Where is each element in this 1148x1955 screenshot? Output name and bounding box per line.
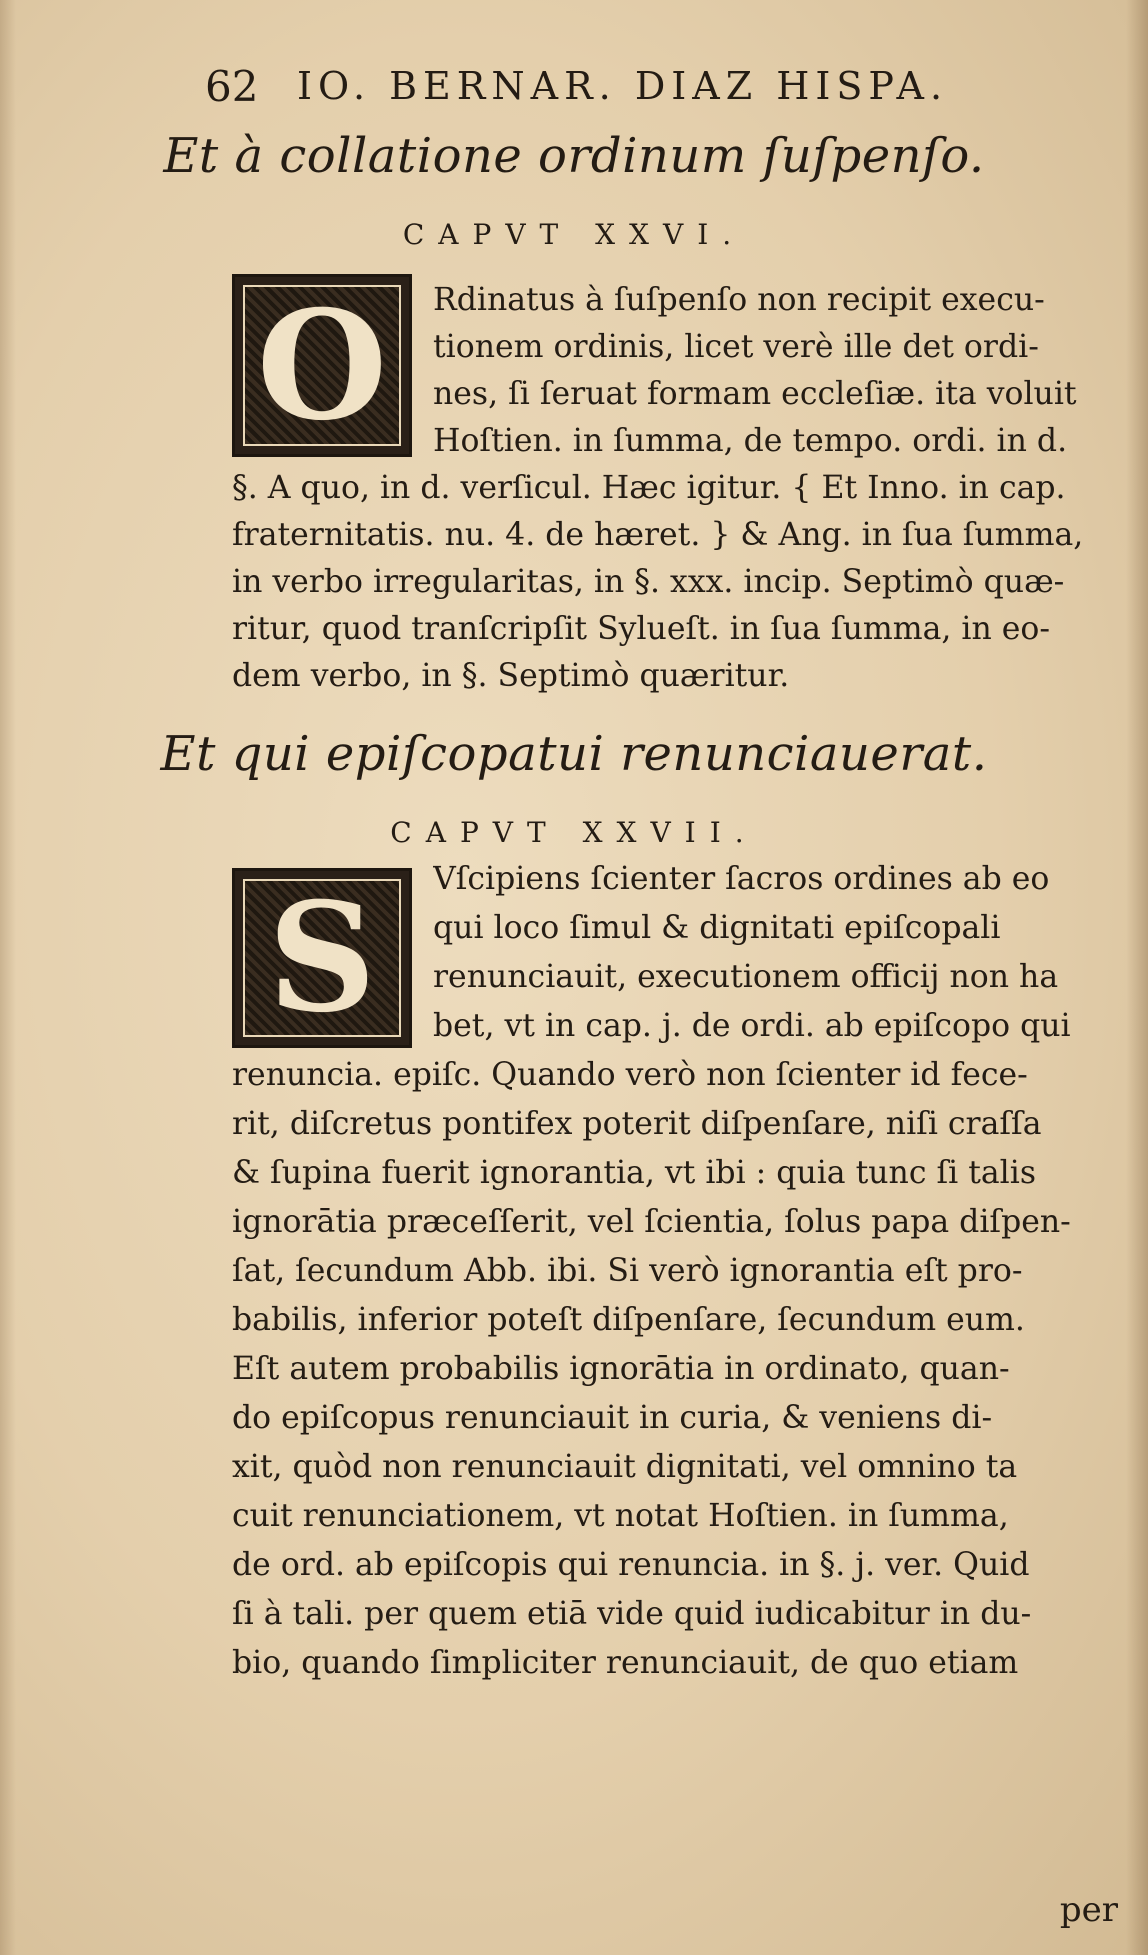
drop-cap-letter-1: O xyxy=(256,277,388,454)
chapter-label-1: CAPVT XXVI. xyxy=(402,218,746,251)
text-line: ignorātia præceſſerit, vel ſcientia, ſolus papa diſpen- xyxy=(232,1204,1071,1240)
running-head xyxy=(205,62,1085,122)
drop-cap-letter-2: S xyxy=(267,870,377,1046)
text-line: Vſcipiens ſcienter ſacros ordines ab eo xyxy=(433,861,1050,897)
page-edge-shadow-left xyxy=(0,0,16,1955)
text-line: qui loco ſimul & dignitati epiſcopali xyxy=(433,910,1001,946)
text-line: Hoſtien. in ſumma, de tempo. ordi. in d. xyxy=(433,423,1068,459)
text-line: & ſupina fuerit ignorantia, vt ibi : quia tunc ſi talis xyxy=(232,1155,1036,1191)
text-line: bet, vt in cap. j. de ordi. ab epiſcopo qui xyxy=(433,1008,1071,1044)
catchword: per xyxy=(1059,1890,1118,1930)
text-line: renuncia. epiſc. Quando verò non ſcienter id fece- xyxy=(232,1057,1028,1093)
text-line: do epiſcopus renunciauit in curia, & veniens di- xyxy=(232,1400,993,1436)
drop-cap-ornament-2 xyxy=(232,868,412,1048)
text-line: §. A quo, in d. verſicul. Hæc igitur. { Et Inno. in cap. xyxy=(232,470,1066,506)
section-heading-2: Et qui epiſcopatui renunciauerat. xyxy=(160,726,988,782)
text-line: ſat, ſecundum Abb. ibi. Si verò ignorantia eſt pro- xyxy=(232,1253,1023,1289)
section-heading-1: Et à collatione ordinum ſuſpenſo. xyxy=(163,128,985,184)
text-line: dem verbo, in §. Septimò quæritur. xyxy=(232,658,790,694)
text-line: nes, ſi ſeruat formam eccleſiæ. ita voluit xyxy=(433,376,1077,412)
text-line: Eſt autem probabilis ignorātia in ordinato, quan- xyxy=(232,1351,1010,1387)
text-line: renunciauit, executionem officij non ha xyxy=(433,959,1059,995)
text-line: tionem ordinis, licet verè ille det ordi- xyxy=(433,329,1039,365)
text-line: babilis, inferior poteſt diſpenſare, ſecundum eum. xyxy=(232,1302,1025,1338)
text-line: in verbo irregularitas, in §. xxx. incip. Septimò quæ- xyxy=(232,564,1065,600)
text-line: cuit renunciationem, vt notat Hoſtien. in ſumma, xyxy=(232,1498,1009,1534)
text-line: xit, quòd non renunciauit dignitati, vel omnino ta xyxy=(232,1449,1018,1485)
running-head-title: IO. BERNAR. DIAZ HISPA. xyxy=(297,64,949,108)
text-line: fraternitatis. nu. 4. de hæret. } & Ang. in ſua ſumma, xyxy=(232,517,1084,553)
page-number: 62 xyxy=(205,62,259,111)
text-line: de ord. ab epiſcopis qui renuncia. in §. j. ver. Quid xyxy=(232,1547,1030,1583)
drop-cap-ornament-1 xyxy=(232,274,412,457)
chapter-label-2: CAPVT XXVII. xyxy=(390,816,758,849)
text-line: ritur, quod tranſcripſit Sylueſt. in ſua ſumma, in eo- xyxy=(232,611,1051,647)
text-line: ſi à tali. per quem etiā vide quid iudicabitur in du- xyxy=(232,1596,1032,1632)
text-line: Rdinatus à ſuſpenſo non recipit execu- xyxy=(433,282,1045,318)
text-line: rit, diſcretus pontifex poterit diſpenſare, niſi craſſa xyxy=(232,1106,1042,1142)
text-line: bio, quando ſimpliciter renunciauit, de quo etiam xyxy=(232,1645,1019,1681)
